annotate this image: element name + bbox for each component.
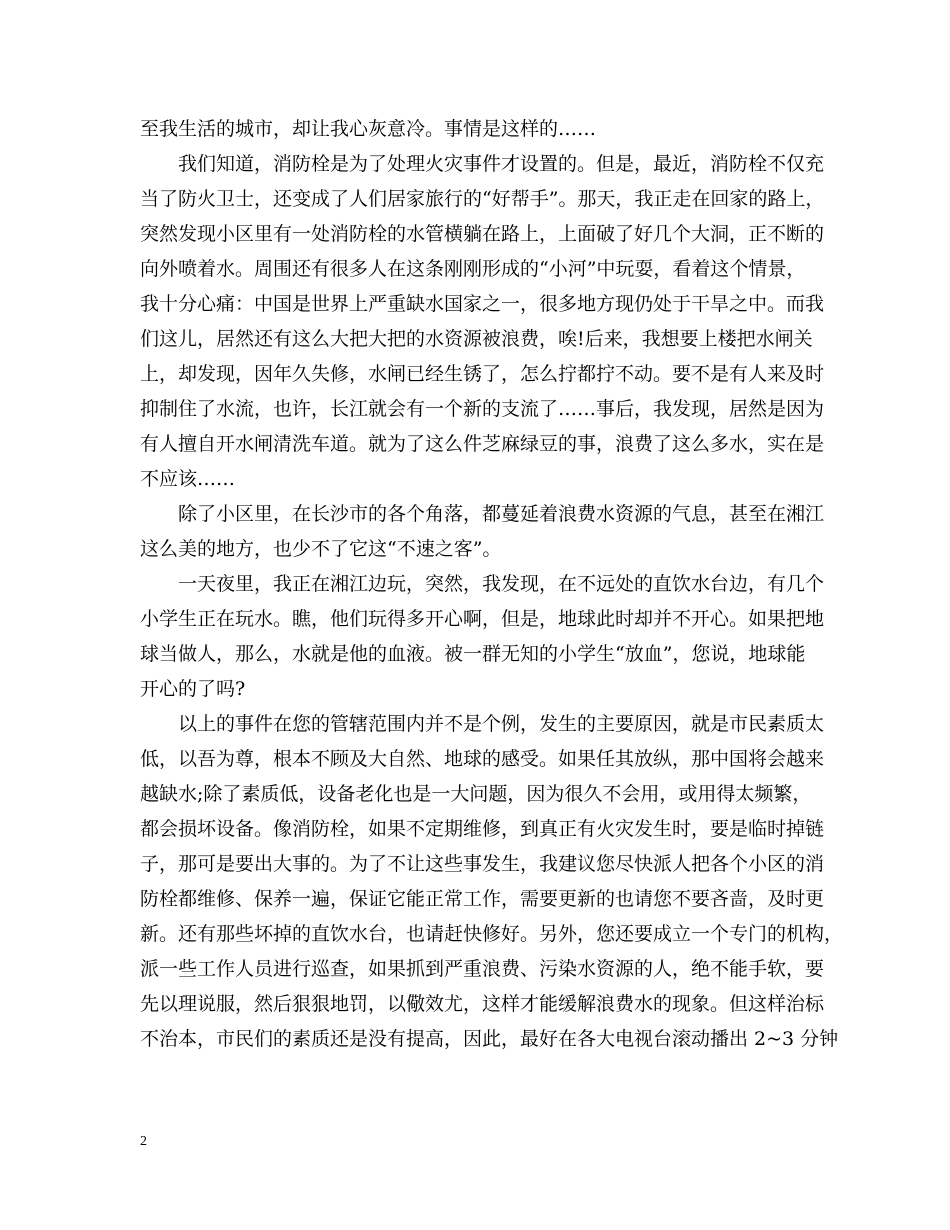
text-line: 我十分心痛：中国是世界上严重缺水国家之一，很多地方现仍处于干旱之中。而我 xyxy=(140,293,825,315)
text-line: 抑制住了水流，也许，长江就会有一个新的支流了……事后，我发现，居然是因为 xyxy=(140,398,825,420)
text-line: 球当做人，那么，水就是他的血液。被一群无知的小学生“放血”，您说，地球能 xyxy=(140,643,806,665)
text-line: 当了防火卫士，还变成了人们居家旅行的“好帮手”。那天，我正走在回家的路上， xyxy=(140,188,825,210)
text-line: 们这儿，居然还有这么大把大把的水资源被浪费，唉!后来，我想要上楼把水闸关 xyxy=(140,328,813,350)
text-line: 不应该…… xyxy=(140,468,236,490)
text-line: 向外喷着水。周围还有很多人在这条刚刚形成的“小河”中玩耍，看着这个情景， xyxy=(140,258,806,280)
text-line: 这么美的地方，也少不了它这“不速之客”。 xyxy=(140,538,502,560)
paragraph-start-line: 以上的事件在您的管辖范围内并不是个例，发生的主要原因，就是市民素质太 xyxy=(178,713,825,735)
text-line: 开心的了吗? xyxy=(140,678,246,700)
text-line: 子，那可是要出大事的。为了不让这些事发生，我建议您尽快派人把各个小区的消 xyxy=(140,853,825,875)
text-line: 派一些工作人员进行巡查，如果抓到严重浪费、污染水资源的人，绝不能手软，要 xyxy=(140,958,825,980)
text-line: 小学生正在玩水。瞧，他们玩得多开心啊，但是，地球此时却并不开心。如果把地 xyxy=(140,608,825,630)
text-line: 有人擅自开水闸清洗车道。就为了这么件芝麻绿豆的事，浪费了这么多水，实在是 xyxy=(140,433,825,455)
text-line: 都会损坏设备。像消防栓，如果不定期维修，到真正有火灾发生时，要是临时掉链 xyxy=(140,818,825,840)
text-line: 防栓都维修、保养一遍，保证它能正常工作，需要更新的也请您不要吝啬，及时更 xyxy=(140,888,825,910)
text-line: 越缺水;除了素质低，设备老化也是一大问题，因为很久不会用，或用得太频繁， xyxy=(140,783,812,805)
paragraph-start-line: 一天夜里，我正在湘江边玩，突然，我发现，在不远处的直饮水台边，有几个 xyxy=(178,573,825,595)
text-line: 突然发现小区里有一处消防栓的水管横躺在路上，上面破了好几个大洞，正不断的 xyxy=(140,223,825,245)
text-line: 至我生活的城市，却让我心灰意冷。事情是这样的…… xyxy=(140,118,597,140)
page-number: 2 xyxy=(140,1134,147,1149)
text-line: 低，以吾为尊，根本不顾及大自然、地球的感受。如果任其放纵，那中国将会越来 xyxy=(140,748,825,770)
body-text xyxy=(140,112,844,1057)
text-line: 先以理说服，然后狠狠地罚，以儆效尤，这样才能缓解浪费水的现象。但这样治标 xyxy=(140,993,825,1015)
text-line: 上，却发现，因年久失修，水闸已经生锈了，怎么拧都拧不动。要不是有人来及时 xyxy=(140,363,825,385)
paragraph-start-line: 除了小区里，在长沙市的各个角落，都蔓延着浪费水资源的气息，甚至在湘江 xyxy=(178,503,825,525)
text-line: 新。还有那些坏掉的直饮水台，也请赶快修好。另外，您还要成立一个专门的机构， xyxy=(140,923,844,945)
paragraph-start-line: 我们知道，消防栓是为了处理火灾事件才设置的。但是，最近，消防栓不仅充 xyxy=(178,153,825,175)
text-line: 不治本，市民们的素质还是没有提高，因此，最好在各大电视台滚动播出 2~3 分钟 xyxy=(140,1028,839,1050)
